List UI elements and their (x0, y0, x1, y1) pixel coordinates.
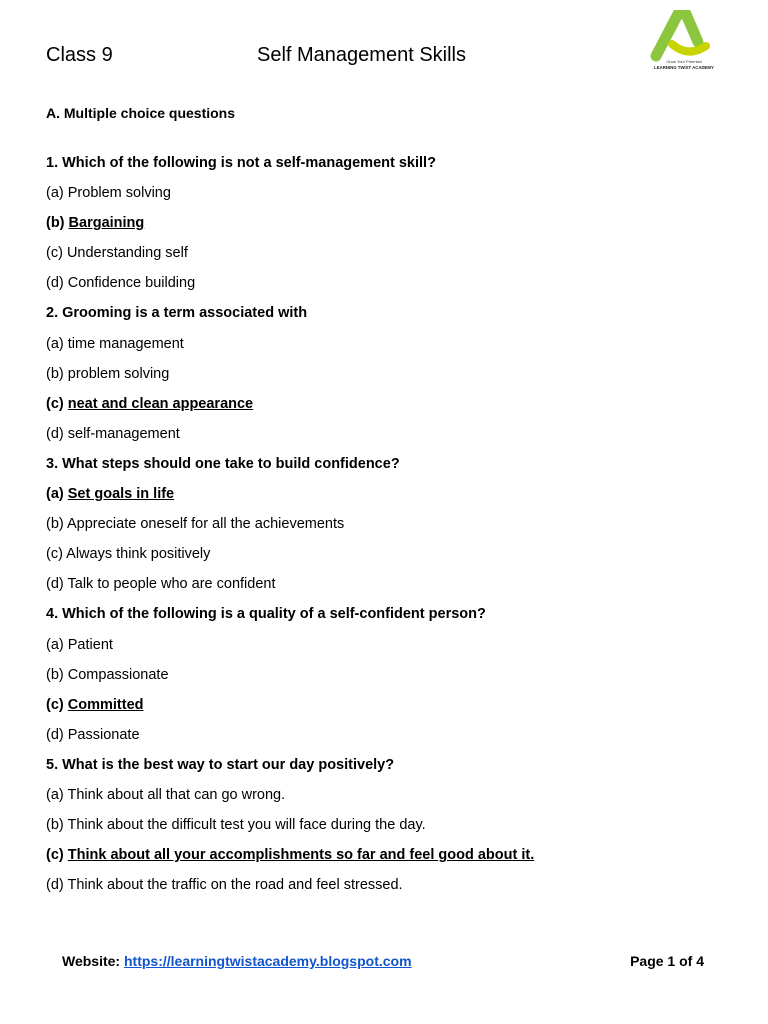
correct-answer-option (46, 394, 736, 424)
option-text: Talk to people who are confident (67, 576, 276, 593)
option-text: Problem solving (67, 185, 171, 202)
correct-answer-option (46, 695, 736, 725)
page-header (46, 44, 606, 74)
option-letter: (d) (46, 275, 64, 292)
option-letter: (b) (46, 817, 64, 834)
logo-name: LEARNING TWIST ACADEMY (654, 65, 714, 70)
correct-answer-option (46, 484, 736, 514)
option-text: Think about the difficult test you will face during the day. (67, 817, 426, 834)
answer-option (46, 785, 736, 815)
option-text: Always think positively (66, 546, 211, 563)
answer-option (46, 725, 736, 755)
website-link[interactable]: https://learningtwistacademy.blogspot.com (123, 953, 412, 969)
correct-answer-option (46, 213, 736, 243)
option-letter: (c) (46, 847, 64, 864)
option-text: Set goals in life (67, 486, 175, 503)
answer-option (46, 424, 736, 454)
option-letter: (a) (46, 486, 64, 503)
option-text: Committed (67, 696, 144, 713)
option-letter: (b) (46, 215, 65, 232)
option-text: Think about all your accomplishments so far and feel good about it. (67, 847, 535, 864)
option-letter: (b) (46, 516, 64, 533)
option-letter: (a) (46, 185, 64, 202)
option-letter: (d) (46, 877, 64, 894)
option-letter: (a) (46, 335, 64, 352)
option-text: Think about all that can go wrong. (67, 786, 286, 803)
question-text: 5. What is the best way to start our day positively? (46, 756, 395, 773)
option-text: Understanding self (66, 245, 188, 262)
option-text: neat and clean appearance (67, 395, 254, 412)
answer-option (46, 815, 736, 845)
page-title: Self Management Skills (257, 44, 466, 66)
option-text: self-management (67, 425, 180, 442)
question-text: 1. Which of the following is not a self-management skill? (46, 155, 436, 171)
answer-option (46, 544, 736, 574)
academy-logo (648, 10, 720, 72)
correct-answer-option (46, 845, 736, 875)
option-letter: (d) (46, 576, 64, 593)
option-letter: (b) (46, 365, 64, 382)
option-text: Appreciate oneself for all the achievements (66, 516, 345, 533)
answer-option (46, 574, 736, 604)
page-footer (62, 953, 704, 969)
option-letter: (c) (46, 245, 63, 262)
option-text: Compassionate (67, 666, 169, 683)
option-text: problem solving (67, 365, 170, 382)
answer-option (46, 243, 736, 273)
page-number: Page 1 of 4 (630, 953, 704, 969)
option-letter: (b) (46, 666, 64, 683)
option-letter: (c) (46, 546, 63, 563)
logo-tagline: Grow Your Potential (666, 59, 702, 64)
class-label: Class 9 (46, 44, 113, 66)
answer-option (46, 665, 736, 695)
answer-option (46, 364, 736, 394)
option-text: Confidence building (67, 275, 196, 292)
answer-option (46, 334, 736, 364)
option-text: Bargaining (68, 215, 145, 232)
question-text: 4. Which of the following is a quality of a self-confident person? (46, 606, 486, 623)
option-letter: (a) (46, 786, 64, 803)
question-text: 2. Grooming is a term associated with (46, 305, 308, 322)
question-text: 3. What steps should one take to build confidence? (46, 455, 400, 472)
question-list (46, 153, 736, 905)
option-letter: (c) (46, 696, 64, 713)
option-letter: (a) (46, 636, 64, 653)
option-text: Think about the traffic on the road and feel stressed. (67, 877, 403, 894)
option-text: time management (67, 335, 184, 352)
option-letter: (c) (46, 395, 64, 412)
website-label: Website: (62, 953, 121, 969)
answer-option (46, 875, 736, 905)
answer-option (46, 514, 736, 544)
option-text: Patient (67, 636, 113, 653)
option-letter: (d) (46, 425, 64, 442)
answer-option (46, 183, 736, 213)
option-text: Passionate (67, 726, 140, 743)
answer-option (46, 273, 736, 303)
answer-option (46, 635, 736, 665)
option-letter: (d) (46, 726, 64, 743)
section-title: A. Multiple choice questions (46, 105, 236, 121)
